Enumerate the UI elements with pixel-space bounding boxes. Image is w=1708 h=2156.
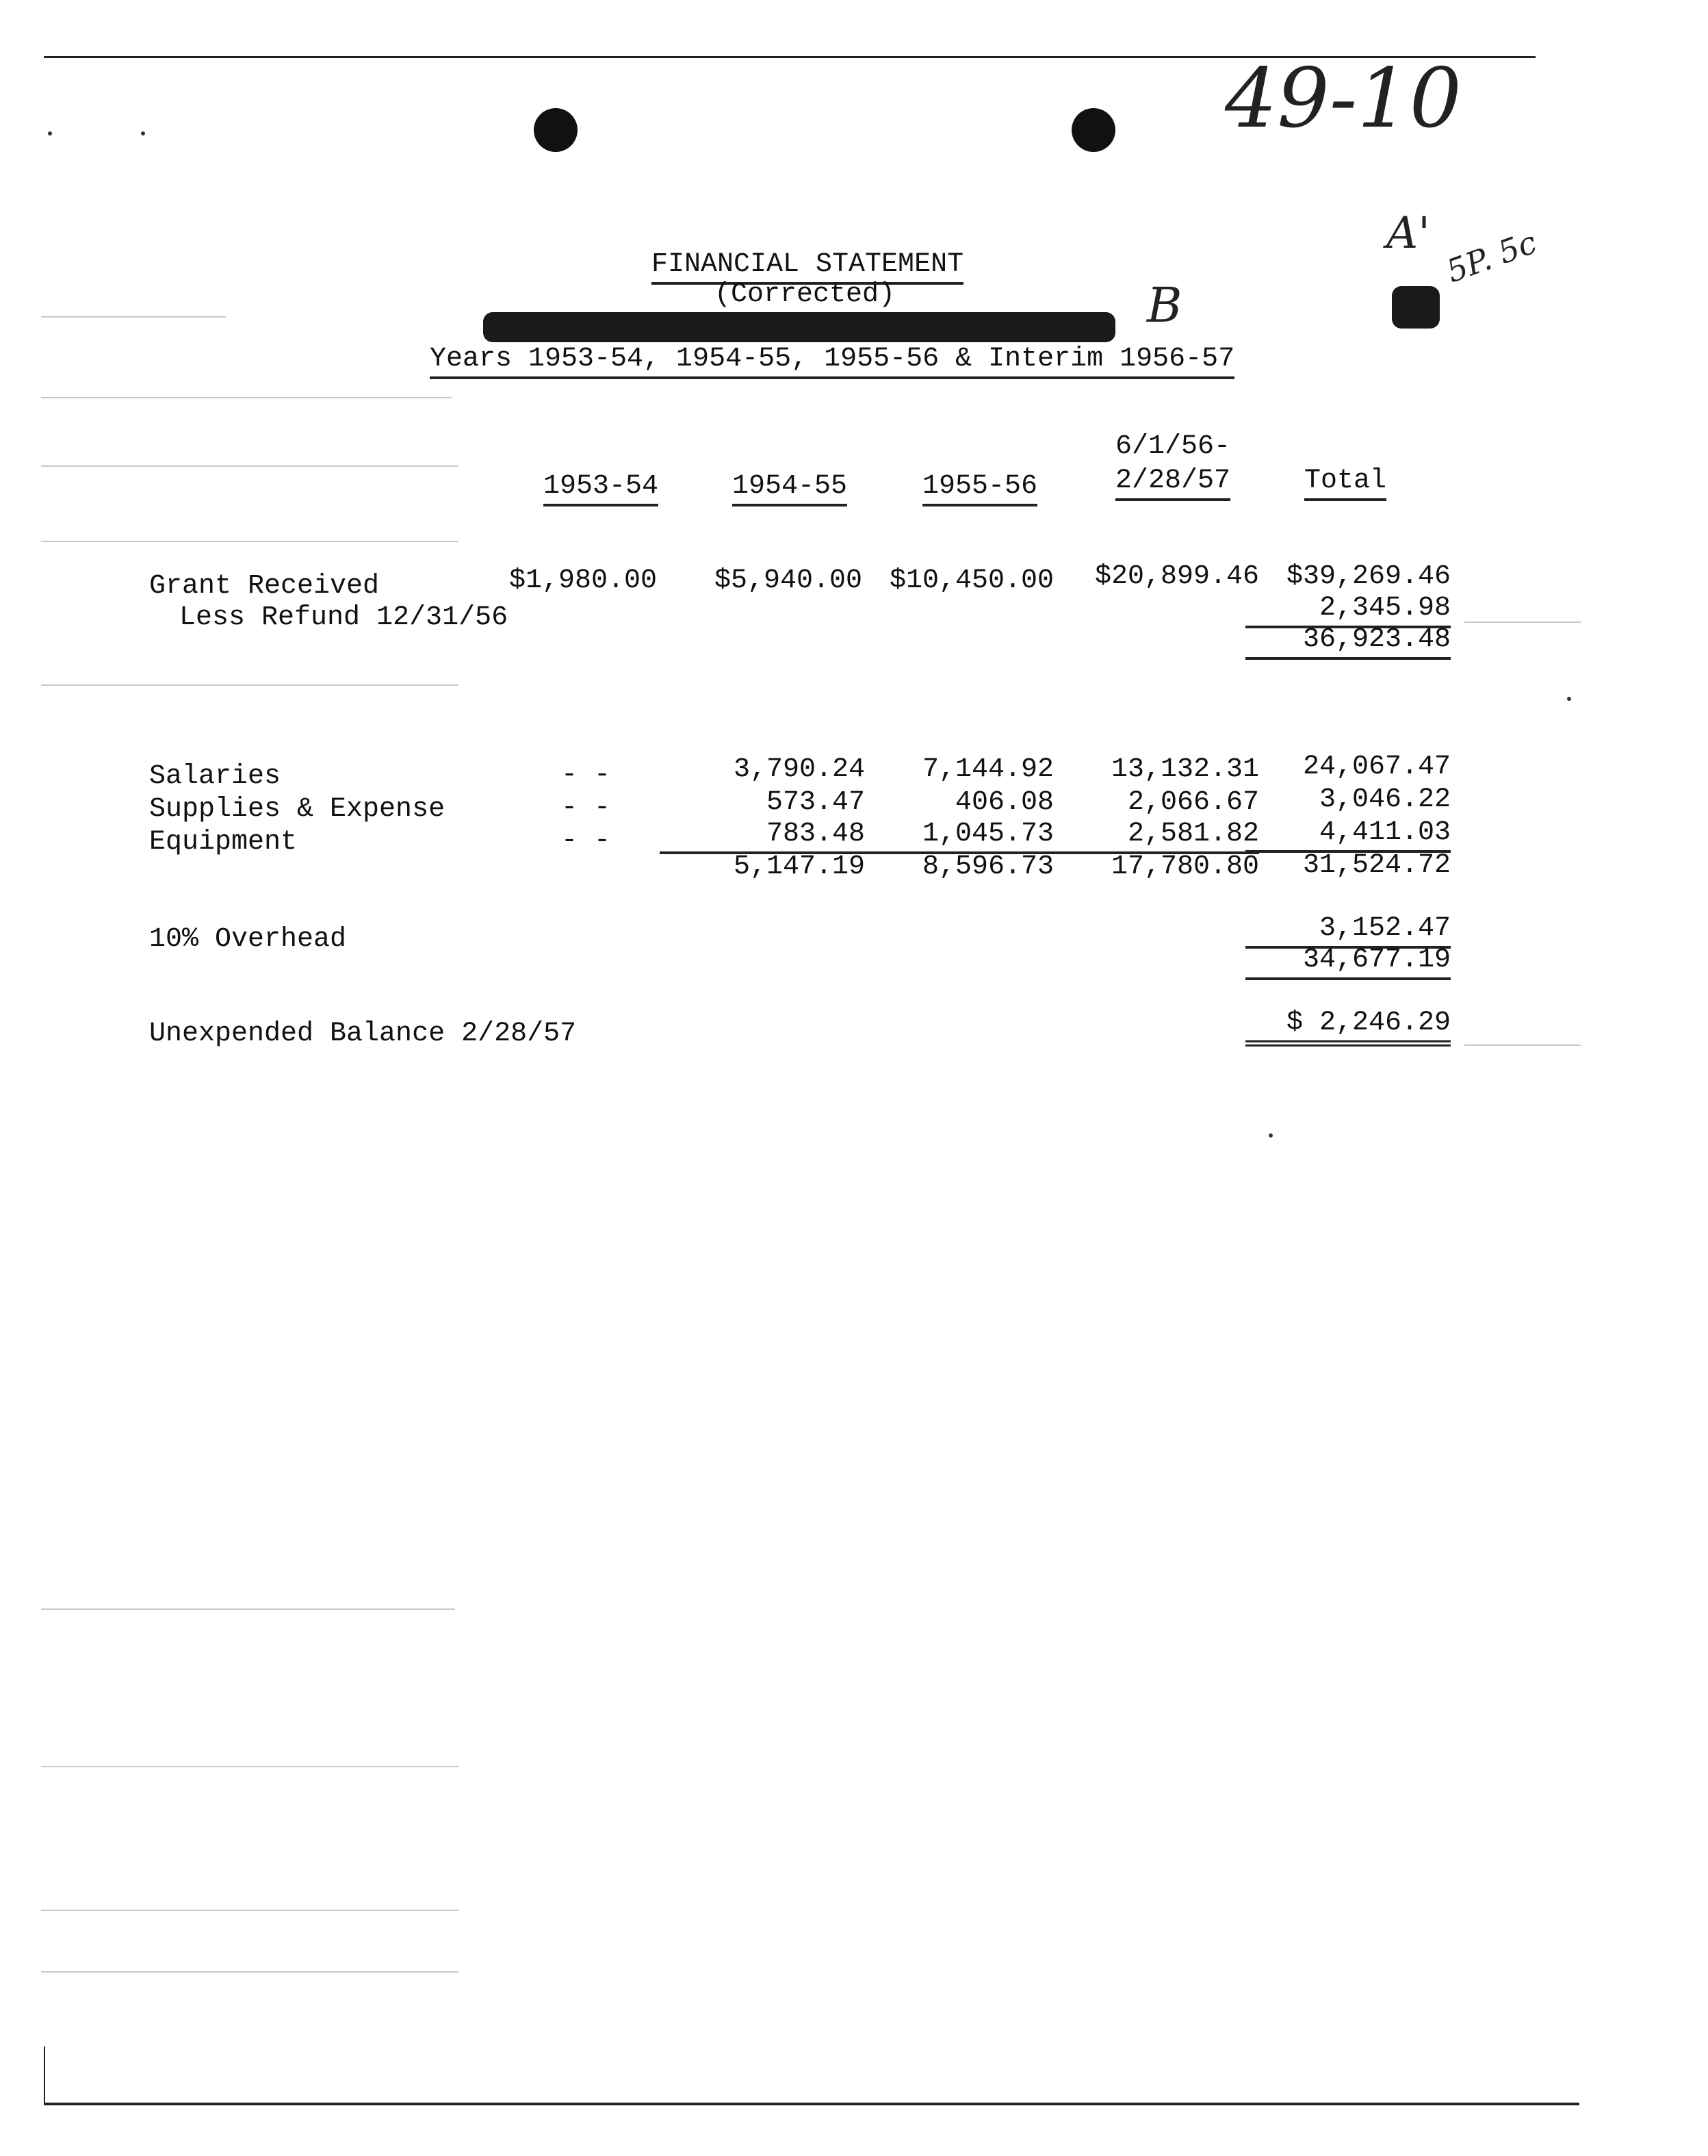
salaries-1955-56: 7,144.92 — [922, 754, 1054, 785]
refund-total: 2,345.98 — [1245, 593, 1451, 628]
column-header-1953-54: 1953-54 — [543, 471, 658, 506]
salaries-1953-54: - - — [561, 760, 611, 791]
subtotal-1954-55: 5,147.19 — [733, 851, 865, 882]
mark-a-annotation: A' — [1386, 208, 1430, 259]
speck — [48, 131, 52, 136]
net-grant-total: 36,923.48 — [1245, 624, 1451, 660]
column-header-1955-56: 1955-56 — [922, 471, 1037, 506]
column-header-total: Total — [1304, 465, 1386, 501]
equipment-1955-56: 1,045.73 — [849, 819, 1054, 854]
punch-hole-left — [534, 108, 578, 152]
supplies-interim: 2,066.67 — [1127, 787, 1259, 818]
equipment-1953-54: - - — [561, 825, 611, 856]
supplies-1954-55: 573.47 — [766, 787, 865, 818]
unexpended-balance-total: $ 2,246.29 — [1245, 1008, 1451, 1047]
grant-1955-56: $10,450.00 — [889, 565, 1054, 596]
equipment-interim: 2,581.82 — [1054, 819, 1259, 854]
speck — [141, 131, 145, 136]
scan-artifact — [41, 397, 452, 398]
row-label-equipment: Equipment — [149, 827, 298, 858]
bottom-rule — [44, 2103, 1579, 2105]
file-number-annotation: 49-10 — [1225, 51, 1462, 146]
column-header-interim-line1: 6/1/56- — [1115, 431, 1231, 462]
column-header-interim-line2: 2/28/57 — [1115, 465, 1230, 501]
row-label-unexpended-balance: Unexpended Balance 2/28/57 — [149, 1018, 577, 1049]
equipment-total: 4,411.03 — [1245, 817, 1451, 853]
grant-1953-54: $1,980.00 — [508, 565, 657, 596]
grant-interim: $20,899.46 — [1094, 561, 1259, 592]
left-margin-line — [44, 2046, 45, 2104]
document-title: FINANCIAL STATEMENT — [651, 249, 963, 285]
row-label-salaries: Salaries — [149, 761, 281, 792]
side-mark-annotation: 5P. 5c — [1441, 223, 1542, 290]
scan-artifact — [41, 541, 458, 542]
redaction-bar — [483, 312, 1115, 342]
column-header-1954-55: 1954-55 — [732, 471, 847, 506]
row-label-grant-received: Grant Received — [149, 571, 380, 602]
document-subtitle: (Corrected) — [714, 279, 896, 310]
punch-hole-right — [1072, 108, 1115, 152]
row-label-less-refund: Less Refund 12/31/56 — [179, 602, 508, 633]
grant-1954-55: $5,940.00 — [714, 565, 862, 596]
overhead-total: 3,152.47 — [1245, 913, 1451, 949]
mark-b-annotation: B — [1147, 277, 1182, 333]
scan-artifact — [41, 1971, 458, 1973]
statement-period: Years 1953-54, 1954-55, 1955-56 & Interim 1956-57 — [430, 344, 1234, 379]
supplies-1955-56: 406.08 — [955, 787, 1054, 818]
supplies-1953-54: - - — [561, 793, 611, 823]
grant-total: $39,269.46 — [1286, 561, 1451, 592]
salaries-1954-55: 3,790.24 — [733, 754, 865, 785]
row-label-overhead: 10% Overhead — [149, 924, 347, 955]
subtotal-total: 31,524.72 — [1302, 850, 1451, 881]
salaries-total: 24,067.47 — [1302, 752, 1451, 782]
scan-artifact — [41, 316, 226, 318]
scan-artifact — [41, 465, 458, 467]
scan-artifact — [41, 684, 458, 686]
subtotal-interim: 17,780.80 — [1111, 851, 1259, 882]
expended-total: 34,677.19 — [1245, 945, 1451, 980]
ink-blot — [1392, 286, 1440, 329]
row-label-supplies-expense: Supplies & Expense — [149, 794, 445, 825]
speck — [1269, 1133, 1273, 1138]
scan-artifact — [1464, 1044, 1581, 1046]
scan-artifact — [41, 1766, 458, 1767]
scan-artifact — [41, 1608, 455, 1610]
supplies-total: 3,046.22 — [1319, 784, 1451, 815]
salaries-interim: 13,132.31 — [1111, 754, 1259, 785]
equipment-1954-55: 783.48 — [660, 819, 865, 854]
scan-artifact — [1464, 621, 1581, 623]
speck — [1567, 697, 1571, 701]
subtotal-1955-56: 8,596.73 — [922, 851, 1054, 882]
scan-artifact — [41, 1910, 458, 1911]
